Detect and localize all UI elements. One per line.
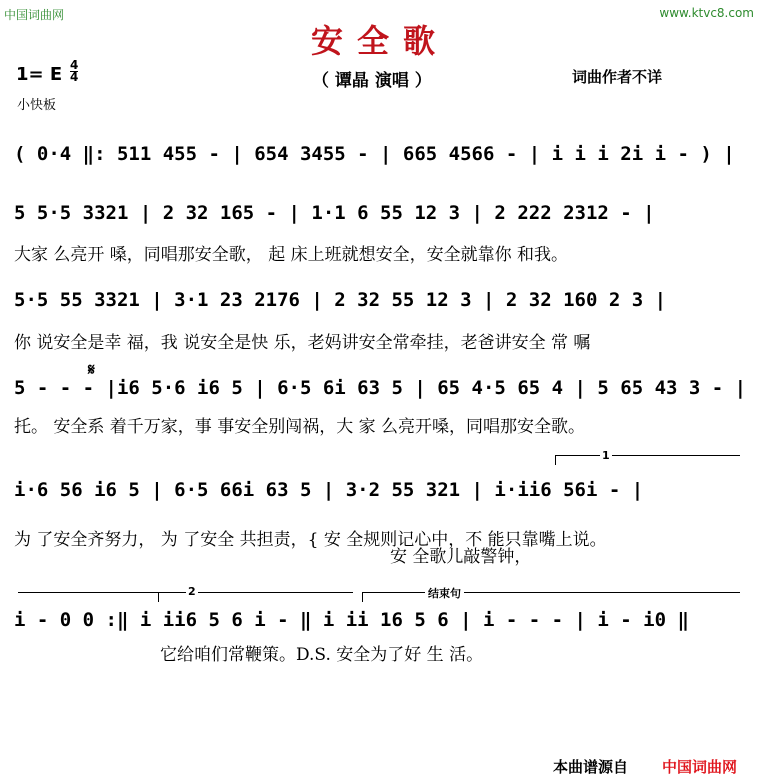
site-url-top-right: www.ktvc8.com: [659, 6, 754, 20]
site-name-top-left: 中国词曲网: [4, 8, 65, 22]
lyric-line-5b: 安 全歌儿敲警钟，: [390, 547, 532, 567]
time-sig-top: 4: [70, 58, 79, 72]
lyric-line-3: 你 说安全是幸 福，我 说安全是快 乐，老妈讲安全常牵挂，老爸讲安全 常 嘱: [14, 333, 591, 353]
volta-1-label: 1: [602, 449, 610, 462]
key-signature: 1= E: [16, 64, 63, 85]
segno-marker: 𝄋: [88, 360, 95, 379]
coda-bracket: [362, 592, 740, 593]
footer-site-name: 中国词曲网: [662, 758, 738, 776]
volta-2-tick: [158, 592, 159, 602]
singer-credit: （ 谭晶 演唱 ）: [312, 71, 432, 91]
tempo-marking: 小快板: [17, 98, 57, 113]
notation-line-4: 5 - - - |i6 5·6 i6 5 | 6·5 6i 63 5 | 65 4·5 65 4 | 5 65 43 3 - |: [14, 377, 747, 399]
song-title: 安全歌: [310, 22, 449, 60]
coda-label: 结束句: [425, 585, 464, 601]
coda-tick: [362, 592, 363, 602]
notation-line-2: 5 5·5 3321 | 2 32 165 - | 1·1 6 55 12 3 | 2 222 2312 - |: [14, 202, 655, 224]
volta-1-tick: [555, 455, 556, 465]
volta-2-label: 2: [188, 585, 196, 598]
footer-source-label: 本曲谱源自: [553, 758, 629, 776]
notation-line-6: i - 0 0 :‖ i ii6 5 6 i - ‖ i ii 16 5 6 | i - - - | i - i0 ‖: [14, 609, 689, 631]
notation-line-3: 5·5 55 3321 | 3·1 23 2176 | 2 32 55 12 3 | 2 32 160 2 3 |: [14, 289, 667, 311]
lyric-line-5a: 为 了安全齐努力， 为 了安全 共担责，{ 安 全规则记心中，不 能只靠嘴上说。: [14, 530, 607, 550]
volta-1-bracket: [555, 455, 740, 456]
composer-credit: 词曲作者不详: [572, 68, 663, 86]
time-sig-bottom: 4: [70, 70, 79, 84]
lyric-line-6: 它给咱们常鞭策。D.S. 安全为了好 生 活。: [160, 645, 484, 665]
notation-line-5: i·6 56 i6 5 | 6·5 66i 63 5 | 3·2 55 321 | i·ii6 56i - |: [14, 479, 644, 501]
lyric-line-4: 托。 安全系 着千万家，事 事安全别闯祸，大 家 么亮开嗓，同唱那安全歌。: [14, 417, 586, 437]
time-signature: [70, 60, 78, 83]
notation-line-1: ( 0·4 ‖: 511 455 - | 654 3455 - | 665 4566 - | i i i 2i i - ) |: [14, 143, 735, 165]
lyric-line-2: 大家 么亮开 嗓，同唱那安全歌， 起 床上班就想安全，安全就靠你 和我。: [14, 245, 569, 265]
